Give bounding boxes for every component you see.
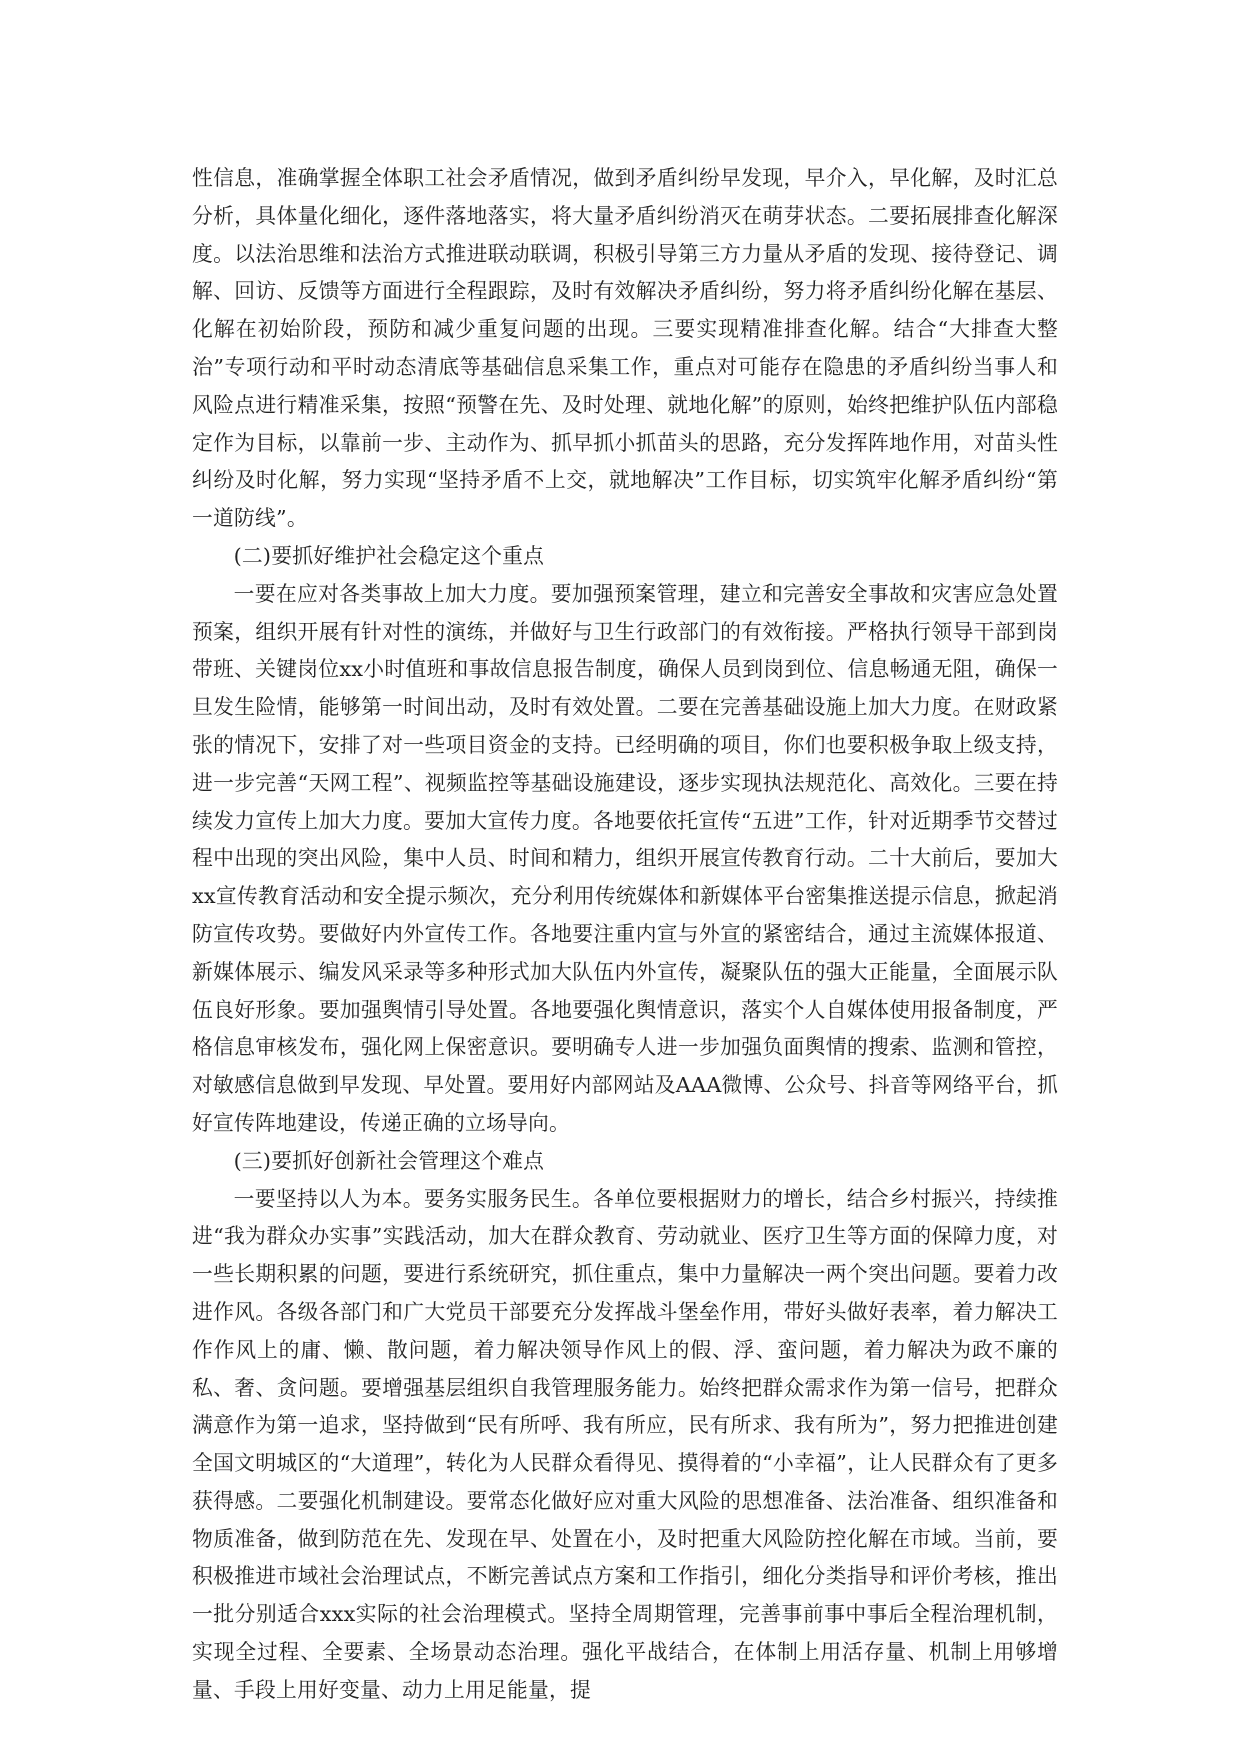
document-body [192, 160, 1058, 1710]
paragraph-continuation: 性信息，准确掌握全体职工社会矛盾情况，做到矛盾纠纷早发现，早介入，早化解，及时汇总分析，具体量化细化，逐件落地落实，将大量矛盾纠纷消灭在萌芽状态。二要拓展排查化解深度。以法治思维和法治方式推进联动联调，积极引导第三方力量从矛盾的发现、接待登记、调解、回访、反馈等方面进行全程跟踪，及时有效解决矛盾纠纷，努力将矛盾纠纷化解在基层、化解在初始阶段，预防和减少重复问题的出现。三要实现精准排查化解。结合“大排查大整治”专项行动和平时动态清底等基础信息采集工作，重点对可能存在隐患的矛盾纠纷当事人和风险点进行精准采集，按照“预警在先、及时处理、就地化解”的原则，始终把维护队伍内部稳定作为目标，以靠前一步、主动作为、抓早抓小抓苗头的思路，充分发挥阵地作用，对苗头性纠纷及时化解，努力实现“坚持矛盾不上交，就地解决”工作目标，切实筑牢化解矛盾纠纷“第一道防线”。 [192, 166, 1058, 531]
section-heading-3: (三)要抓好创新社会管理这个难点 [233, 1148, 545, 1173]
paragraph-section-2: 一要在应对各类事故上加大力度。要加强预案管理，建立和完善安全事故和灾害应急处置预案，组织开展有针对性的演练，并做好与卫生行政部门的有效衔接。严格执行领导干部到岗带班、关键岗位xx小时值班和事故信息报告制度，确保人员到岗到位、信息畅通无阻，确保一旦发生险情，能够第一时间出动，及时有效处置。二要在完善基础设施上加大力度。在财政紧张的情况下，安排了对一些项目资金的支持。已经明确的项目，你们也要积极争取上级支持，进一步完善“天网工程”、视频监控等基础设施建设，逐步实现执法规范化、高效化。三要在持续发力宣传上加大力度。要加大宣传力度。各地要依托宣传“五进”工作，针对近期季节交替过程中出现的突出风险，集中人员、时间和精力，组织开展宣传教育行动。二十大前后，要加大xx宣传教育活动和安全提示频次，充分利用传统媒体和新媒体平台密集推送提示信息，掀起消防宣传攻势。要做好内外宣传工作。各地要注重内宣与外宣的紧密结合，通过主流媒体报道、新媒体展示、编发风采录等多种形式加大队伍内外宣传，凝聚队伍的强大正能量，全面展示队伍良好形象。要加强舆情引导处置。各地要强化舆情意识，落实个人自媒体使用报备制度，严格信息审核发布，强化网上保密意识。要明确专人进一步加强负面舆情的搜索、监测和管控，对敏感信息做到早发现、早处置。要用好内部网站及AAA微博、公众号、抖音等网络平台，抓好宣传阵地建设，传递正确的立场导向。 [192, 581, 1058, 1135]
section-heading-2: (二)要抓好维护社会稳定这个重点 [233, 543, 545, 568]
paragraph-section-3: 一要坚持以人为本。要务实服务民生。各单位要根据财力的增长，结合乡村振兴，持续推进“我为群众办实事”实践活动，加大在群众教育、劳动就业、医疗卫生等方面的保障力度，对一些长期积累的问题，要进行系统研究，抓住重点，集中力量解决一两个突出问题。要着力改进作风。各级各部门和广大党员干部要充分发挥战斗堡垒作用，带好头做好表率，着力解决工作作风上的庸、懒、散问题，着力解决领导作风上的假、浮、蛮问题，着力解决为政不廉的私、奢、贪问题。要增强基层组织自我管理服务能力。始终把群众需求作为第一信号，把群众满意作为第一追求，坚持做到“民有所呼、我有所应，民有所求、我有所为”，努力把推进创建全国文明城区的“大道理”，转化为人民群众看得见、摸得着的“小幸福”，让人民群众有了更多获得感。二要强化机制建设。要常态化做好应对重大风险的思想准备、法治准备、组织准备和物质准备，做到防范在先、发现在早、处置在小，及时把重大风险防控化解在市域。当前，要积极推进市域社会治理试点，不断完善试点方案和工作指引，细化分类指导和评价考核，推出一批分别适合xxx实际的社会治理模式。坚持全周期管理，完善事前事中事后全程治理机制，实现全过程、全要素、全场景动态治理。强化平战结合，在体制上用活存量、机制上用够增量、手段上用好变量、动力上用足能量，提 [192, 1186, 1058, 1702]
